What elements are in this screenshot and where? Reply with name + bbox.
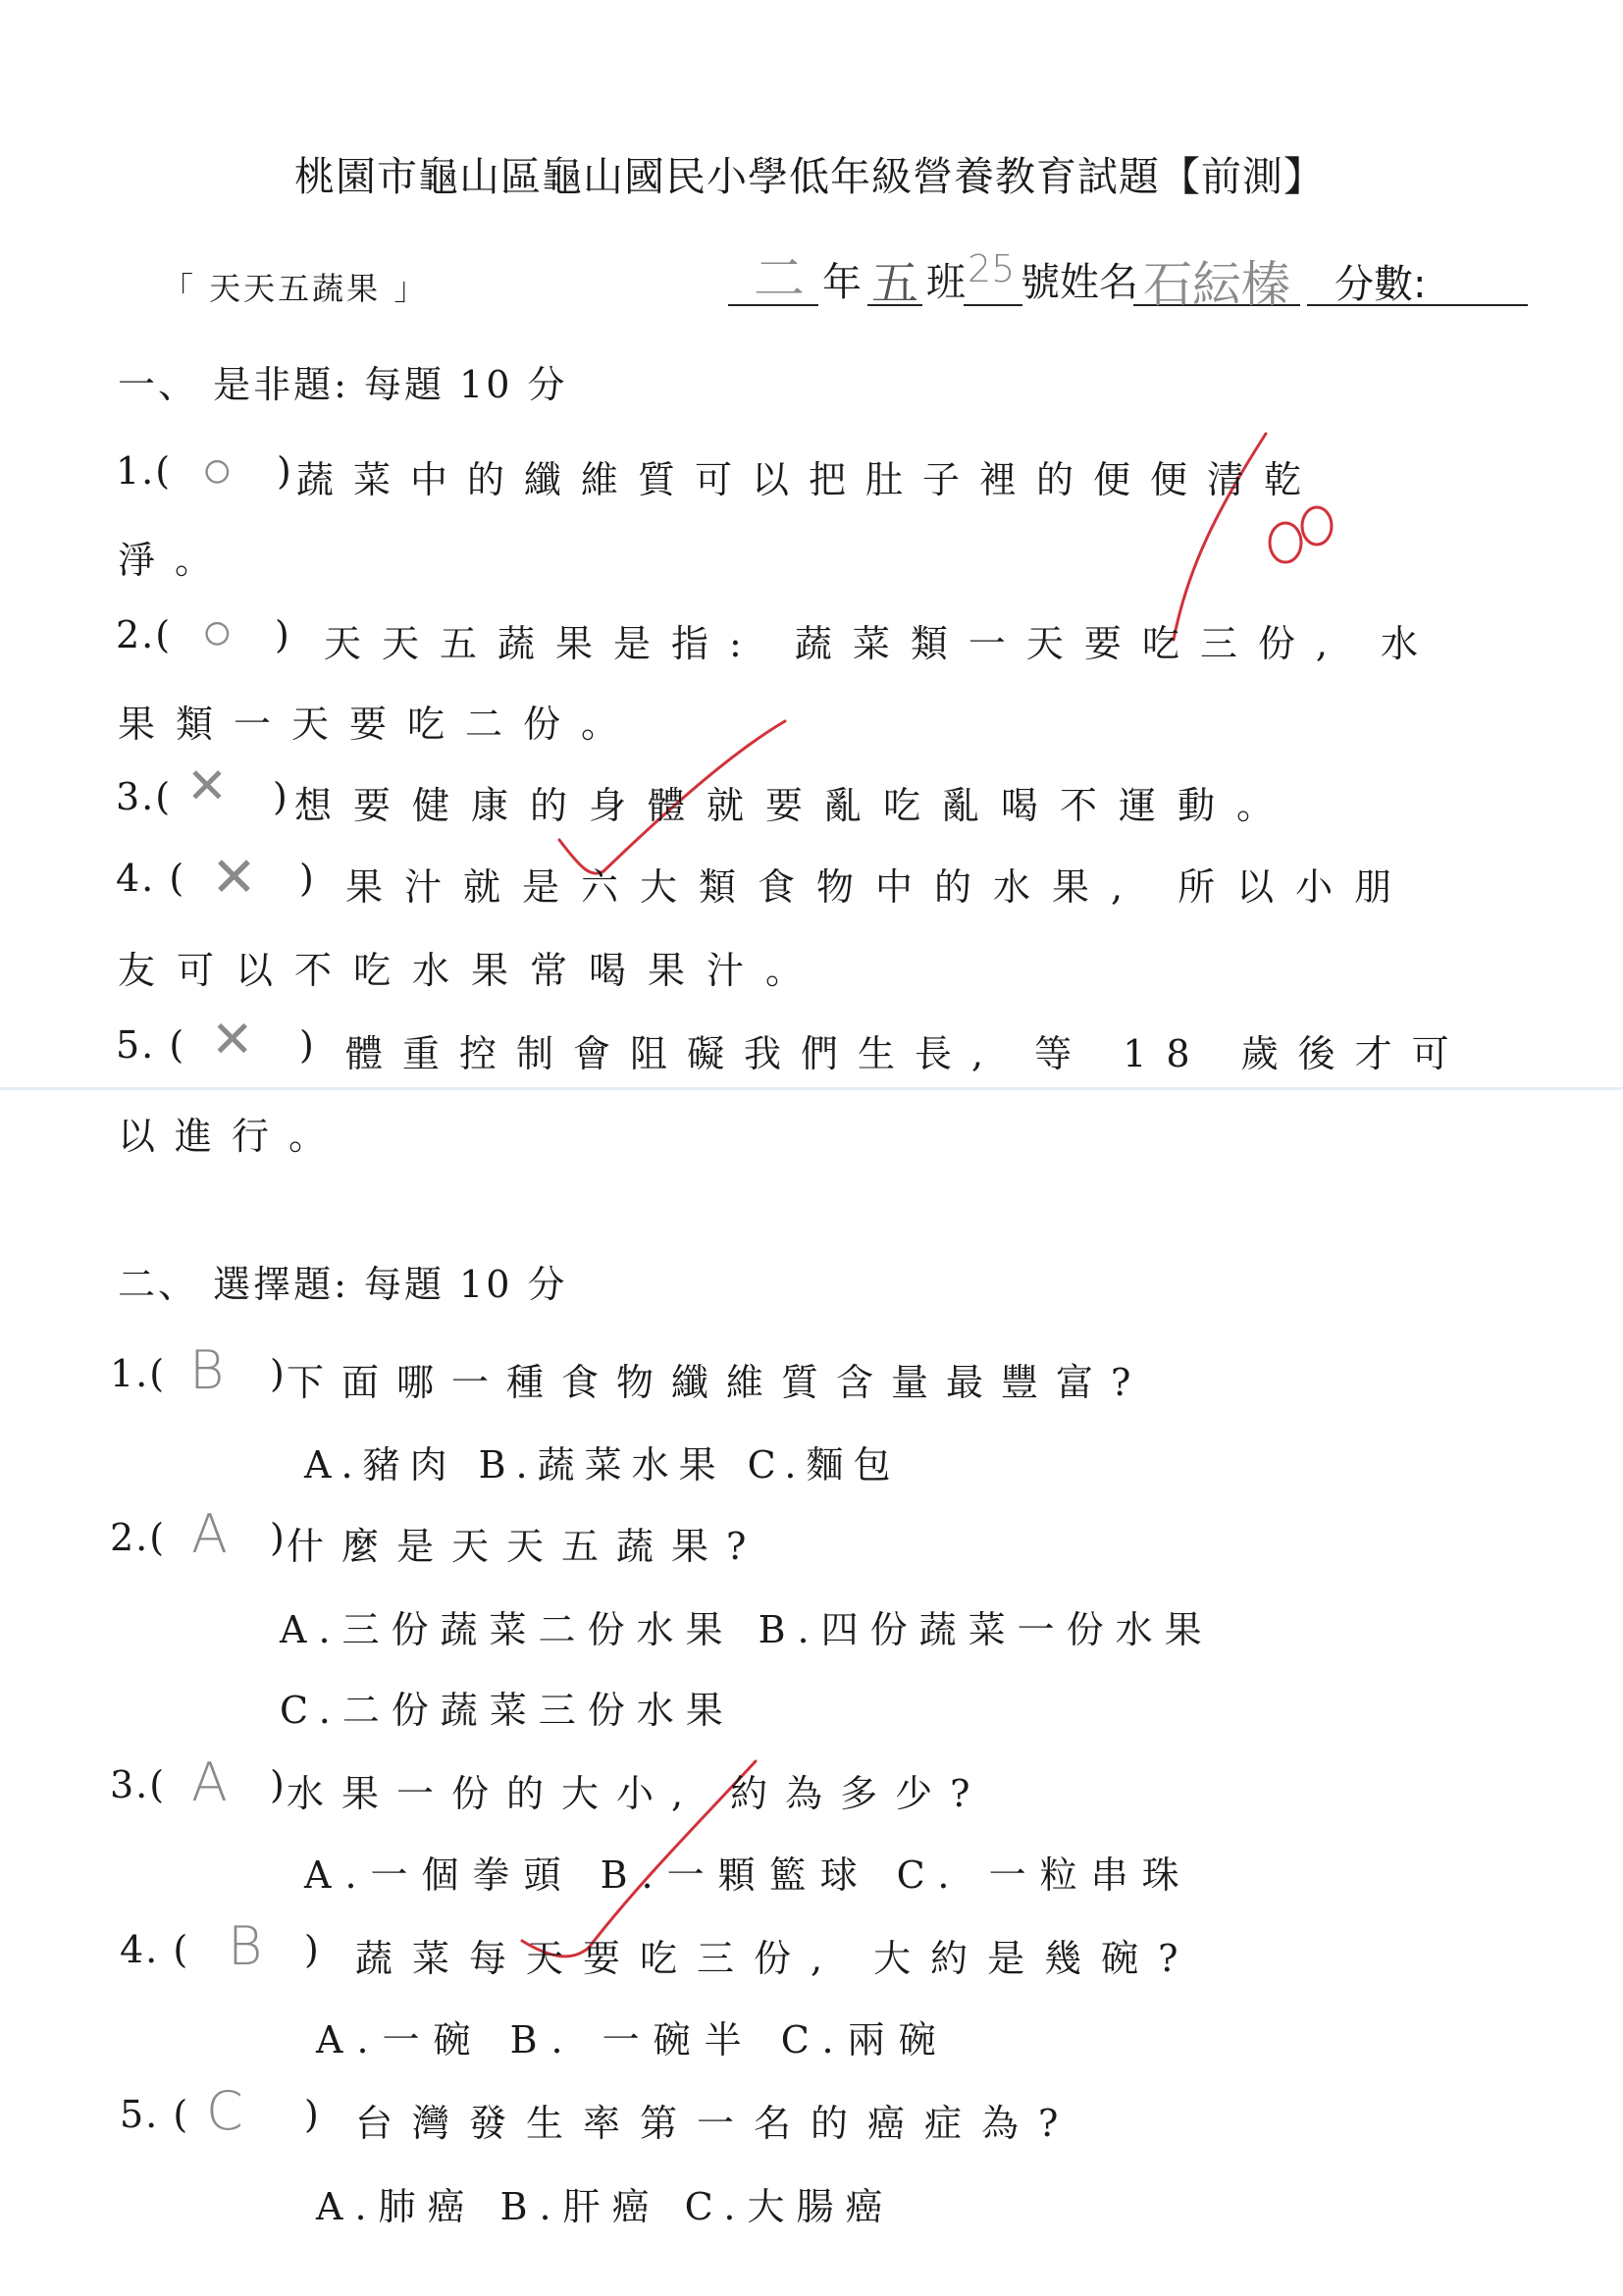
- options-line: A.肺癌 B.肝癌 C.大腸癌: [316, 2185, 895, 2228]
- score-label: 分數:: [1335, 262, 1427, 307]
- score-zero-1: [1270, 523, 1301, 562]
- question-text: 天天五蔬果是指: 蔬菜類一天要吃三份, 水: [324, 622, 1440, 665]
- seat-number-value: 25: [968, 247, 1016, 290]
- options-line: A.一碗 B. 一碗半 C.兩碗: [316, 2018, 950, 2061]
- question-number: 1.(: [110, 1352, 167, 1395]
- answer-cross: ✕: [211, 846, 257, 910]
- question-text: 果汁就是六大類食物中的水果, 所以小朋: [345, 865, 1414, 909]
- class-value: 五: [871, 256, 919, 311]
- scan-artifact: [0, 1087, 1623, 1090]
- question-text: 淨。: [118, 539, 233, 582]
- question-close: ): [273, 775, 289, 818]
- answer-letter: B: [189, 1339, 225, 1401]
- answer-letter: C: [206, 2080, 243, 2142]
- options-line: A.一個拳頭 B.一顆籃球 C. 一粒串珠: [304, 1853, 1193, 1897]
- question-text: 想要健康的身體就要亂吃亂喝不運動。: [294, 784, 1296, 827]
- answer-circle: ○: [201, 439, 234, 500]
- question-text: 下面哪一種食物纖維質含量最豐富?: [287, 1361, 1149, 1404]
- answer-circle: ○: [201, 600, 234, 662]
- question-text: 蔬菜中的纖維質可以把肚子裡的便便清乾: [296, 458, 1322, 501]
- question-text: 蔬菜每天要吃三份, 大約是幾碗?: [355, 1937, 1198, 1980]
- question-text: 友可以不吃水果常喝果汁。: [118, 949, 825, 992]
- question-number: 2.(: [110, 1516, 167, 1559]
- question-number: 2.(: [116, 613, 173, 656]
- page-title: 桃園市龜山區龜山國民小學低年級營養教育試題【前測】: [294, 153, 1325, 200]
- question-text: 以進行。: [118, 1115, 346, 1158]
- question-close: ): [299, 857, 316, 900]
- options-line: C.二份蔬菜三份水果: [280, 1689, 735, 1732]
- question-number: 5. (: [116, 1023, 186, 1067]
- answer-cross: ✕: [186, 757, 228, 814]
- seat-number-label: 號姓名: [1021, 260, 1138, 305]
- question-text: 什麼是天天五蔬果?: [287, 1525, 764, 1568]
- question-number: 5. (: [120, 2093, 190, 2136]
- question-number: 3.(: [110, 1763, 167, 1806]
- question-close: ): [270, 1516, 287, 1559]
- question-text: 水果一份的大小, 約為多少?: [287, 1772, 988, 1815]
- answer-cross: ✕: [211, 1011, 254, 1070]
- answer-letter: A: [191, 1503, 228, 1565]
- question-number: 4. (: [120, 1928, 190, 1971]
- question-text: 台灣發生率第一名的癌症為?: [355, 2102, 1078, 2145]
- subtitle: 「 天天五蔬果 」: [162, 270, 429, 307]
- answer-letter: A: [191, 1751, 228, 1813]
- question-text: 果類一天要吃二份。: [118, 703, 640, 746]
- question-text: 體重控制會阻礙我們生長, 等 18 歲後才可: [345, 1032, 1469, 1075]
- question-close: ): [304, 1928, 321, 1971]
- grade-label: 年: [822, 260, 862, 305]
- section-1-heading: 一、 是非題: 每題 10 分: [118, 363, 568, 406]
- question-close: ): [270, 1763, 287, 1806]
- question-close: ): [270, 1352, 287, 1395]
- question-close: ): [275, 613, 291, 656]
- options-line: A.豬肉 B.蔬菜水果 C.麵包: [304, 1443, 901, 1487]
- options-line: A.三份蔬菜二份水果 B.四份蔬菜一份水果: [280, 1608, 1214, 1651]
- student-name-value: 石紜榛: [1143, 256, 1290, 313]
- question-number: 1.(: [116, 449, 173, 493]
- class-label: 班: [926, 260, 966, 305]
- score-zero-2: [1302, 507, 1332, 545]
- question-number: 3.(: [116, 775, 173, 818]
- question-number: 4. (: [116, 857, 186, 900]
- question-close: ): [277, 449, 293, 493]
- answer-letter: B: [228, 1915, 263, 1977]
- question-close: ): [299, 1023, 316, 1067]
- grade-value: 二: [754, 250, 806, 309]
- section-2-heading: 二、 選擇題: 每題 10 分: [118, 1263, 568, 1306]
- question-close: ): [304, 2093, 321, 2136]
